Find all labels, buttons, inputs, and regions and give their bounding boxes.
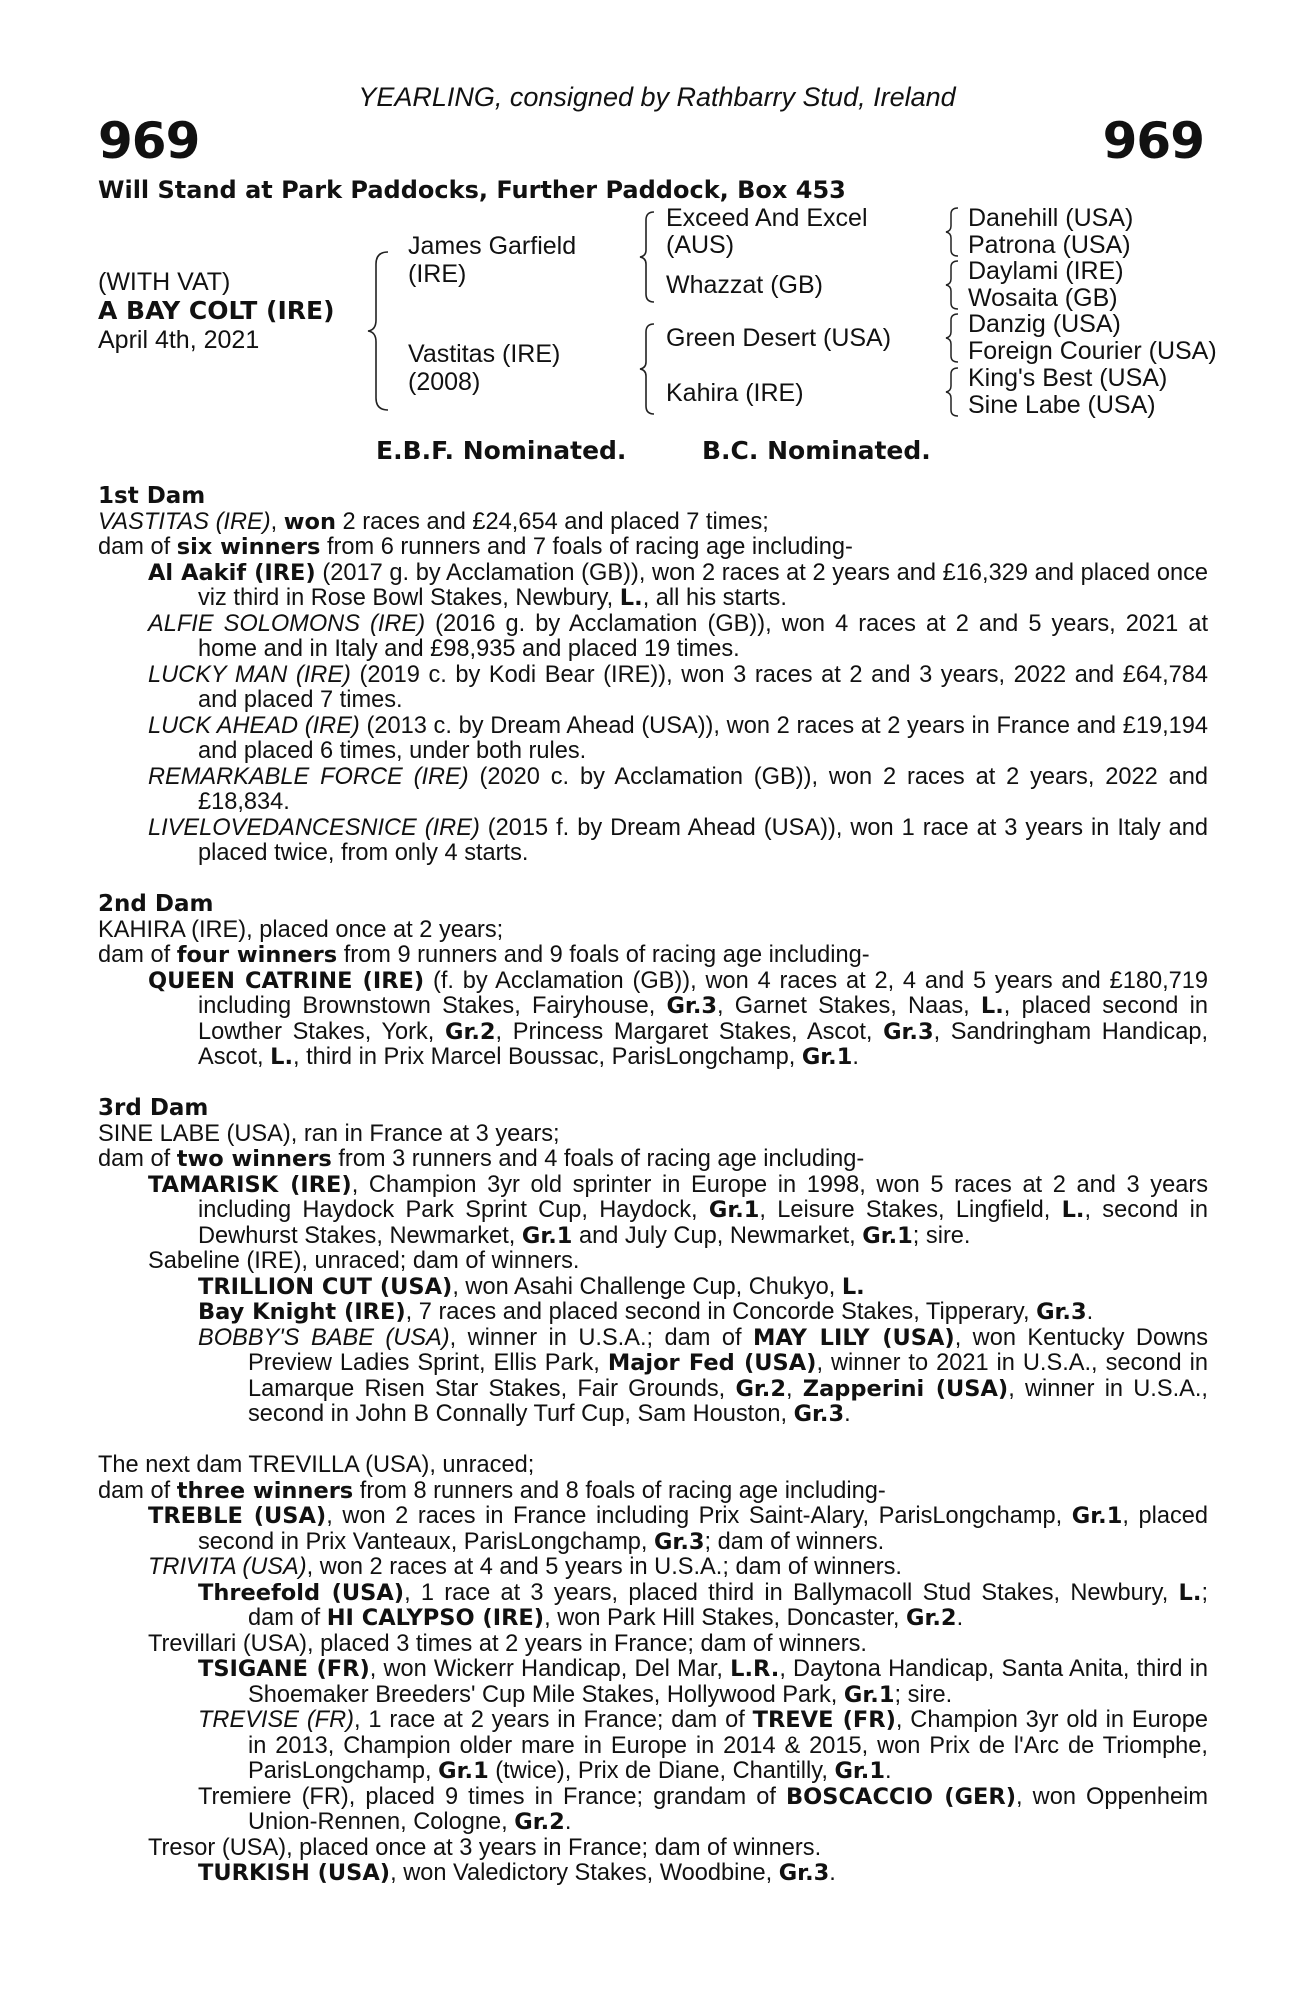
sire-sire: Exceed And Excel <box>666 204 868 232</box>
race-grade: Gr.1 <box>801 1044 853 1070</box>
grandproduce-entry <box>98 1785 1208 1836</box>
third-dam-produce <box>98 1147 1208 1173</box>
race-grade: L. <box>270 1044 294 1070</box>
text: ; sire. <box>894 1681 953 1708</box>
horse-name: LUCKY MAN (IRE) <box>148 661 351 688</box>
pedigree-brace-g1 <box>944 206 962 258</box>
ggp-7: King's Best (USA) <box>968 364 1168 392</box>
next-dam-section <box>98 1453 1208 1887</box>
horse-name: Zapperini (USA) <box>802 1375 1009 1402</box>
winners-count: three winners <box>176 1477 354 1504</box>
produce-entry <box>98 561 1208 612</box>
grandproduce-entry <box>98 1581 1208 1632</box>
grandproduce-entry <box>98 1657 1208 1708</box>
third-dam-section <box>98 1096 1208 1428</box>
text: , Princess Margaret Stakes, Ascot, <box>495 1018 884 1045</box>
pedigree-brace-sire <box>638 210 660 304</box>
race-grade: L. <box>841 1273 865 1300</box>
text: , Sandringham Handicap, Ascot, <box>198 1018 1209 1070</box>
sire-dam: Whazzat (GB) <box>666 271 823 299</box>
text: and July Cup, Newmarket, <box>572 1222 863 1249</box>
second-dam-heading: 2nd Dam <box>98 891 214 917</box>
horse-name: BOBBY'S BABE (USA) <box>198 1324 450 1351</box>
text: , 7 races and placed second in Concorde Stakes, Tipperary, <box>405 1299 1037 1325</box>
text: (2015 f. by Dream Ahead (USA)), won 1 race at 3 years in Italy and placed twice, from only 4 starts. <box>198 814 1208 866</box>
text: , won Valedictory Stakes, Woodbine, <box>390 1860 779 1886</box>
race-grade: Gr.1 <box>1071 1503 1123 1529</box>
race-grade: Gr.1 <box>834 1758 886 1784</box>
text: , Champion 3yr old in Europe in 2013, Champion older mare in Europe in 2014 & 2015, won Prix de l'Arc de Triomphe, ParisLongchamp, <box>248 1707 1208 1784</box>
text: , won Wickerr Handicap, Del Mar, <box>369 1656 731 1682</box>
first-dam-intro <box>98 510 1208 536</box>
ggp-5: Danzig (USA) <box>968 310 1121 338</box>
text: dam of <box>98 1477 177 1504</box>
ebf-nomination: E.B.F. Nominated. <box>376 436 627 465</box>
dam-dam: Kahira (IRE) <box>666 379 804 407</box>
produce-entry <box>98 1504 1208 1555</box>
text: (2016 g. by Acclamation (GB)), won 4 races at 2 and 5 years, 2021 at home and in Italy and £98,935 and placed 19 times. <box>198 610 1209 662</box>
pedigree-brace-1 <box>366 250 396 412</box>
horse-name: TRIVITA (USA) <box>148 1554 307 1580</box>
horse-name: BOSCACCIO (GER) <box>786 1783 1017 1810</box>
horse-name: Major Fed (USA) <box>607 1350 817 1376</box>
text: 2 races and £24,654 and placed 7 times; <box>336 508 769 535</box>
grandproduce-entry <box>98 1326 1208 1428</box>
text: , placed second in Prix Vanteaux, ParisLongchamp, <box>198 1503 1208 1555</box>
text: . <box>1086 1299 1094 1325</box>
race-grade: Gr.2 <box>735 1375 786 1402</box>
text: from 3 runners and 4 foals of racing age including- <box>331 1146 865 1172</box>
text: , winner in U.S.A.; dam of <box>449 1324 753 1351</box>
race-grade: Gr.2 <box>514 1809 565 1835</box>
text: , all his starts. <box>642 585 787 611</box>
text: from 9 runners and 9 foals of racing age including- <box>337 942 870 968</box>
text: (2019 c. by Kodi Bear (IRE)), won 3 races at 2 and 3 years, 2022 and £64,784 and placed 7 times. <box>198 661 1208 713</box>
second-dam-intro: KAHIRA (IRE), placed once at 2 years; <box>98 916 504 943</box>
text: . <box>829 1860 836 1886</box>
horse-name: TREBLE (USA) <box>148 1503 327 1529</box>
first-dam-heading: 1st Dam <box>98 483 206 509</box>
horse-name: TURKISH (USA) <box>198 1860 391 1886</box>
text: , winner in U.S.A., second in John B Connally Turf Cup, Sam Houston, <box>248 1375 1208 1427</box>
horse-name: TSIGANE (FR) <box>198 1656 370 1682</box>
second-dam-produce <box>98 943 1208 969</box>
bc-nomination: B.C. Nominated. <box>702 436 931 465</box>
text: , won Oppenheim Union-Rennen, Cologne, <box>248 1783 1209 1835</box>
produce-entry: Sabeline (IRE), unraced; dam of winners. <box>148 1248 580 1274</box>
grandproduce-entry <box>98 1708 1208 1785</box>
text: , won Park Hill Stakes, Doncaster, <box>544 1605 906 1631</box>
text: . <box>564 1809 572 1835</box>
horse-name: ALFIE SOLOMONS (IRE) <box>148 610 426 637</box>
ggp-4: Wosaita (GB) <box>968 284 1118 312</box>
dam-name: Vastitas (IRE) <box>408 340 561 368</box>
sire-sire-country: (AUS) <box>666 231 735 259</box>
text: , placed second in Lowther Stakes, York, <box>198 993 1208 1045</box>
race-grade: Gr.3 <box>793 1401 845 1427</box>
text: , Garnet Stakes, Naas, <box>717 993 981 1019</box>
horse-name: Al Aakif (IRE) <box>148 559 316 586</box>
race-grade: L. <box>619 585 643 611</box>
text: , Champion 3yr old sprinter in Europe in 1998, won 5 races at 2 and 3 years including Haydock Park Sprint Cup, Haydock, <box>198 1171 1208 1223</box>
text: from 6 runners and 7 foals of racing age including- <box>320 534 853 560</box>
grandproduce-entry <box>98 1300 1208 1326</box>
sire-name: James Garfield <box>408 232 577 260</box>
text: ; sire. <box>912 1222 971 1249</box>
dam-sire: Green Desert (USA) <box>666 324 892 352</box>
produce-entry <box>98 1173 1208 1250</box>
text: (2020 c. by Acclamation (GB)), won 2 races at 2 years, 2022 and £18,834. <box>198 763 1208 815</box>
produce-entry <box>98 1555 1208 1581</box>
ggp-1: Danehill (USA) <box>968 204 1134 232</box>
third-dam-heading: 3rd Dam <box>98 1095 209 1121</box>
pedigree-brace-g2 <box>944 259 962 311</box>
text: (twice), Prix de Diane, Chantilly, <box>488 1758 835 1784</box>
horse-name: A BAY COLT (IRE) <box>98 296 335 325</box>
horse-name: MAY LILY (USA) <box>753 1324 955 1351</box>
text: (2017 g. by Acclamation (GB)), won 2 races at 2 years and £16,329 and placed once viz third in Rose Bowl Stakes, Newbury, <box>198 559 1208 611</box>
vat-note: (WITH VAT) <box>98 268 231 296</box>
horse-name: Threefold (USA) <box>198 1579 405 1606</box>
horse-name: QUEEN CATRINE (IRE) <box>148 967 425 994</box>
race-grade: Gr.3 <box>653 1528 705 1555</box>
produce-entry <box>98 714 1208 765</box>
race-grade: Gr.3 <box>778 1860 830 1886</box>
foaling-date: April 4th, 2021 <box>98 326 260 354</box>
horse-name: LIVELOVEDANCESNICE (IRE) <box>148 814 480 841</box>
first-dam-section <box>98 484 1208 867</box>
text: ; dam of <box>248 1579 1208 1631</box>
ggp-6: Foreign Courier (USA) <box>968 337 1217 365</box>
produce-entry <box>98 612 1208 663</box>
text: dam of <box>98 534 177 560</box>
text: Tremiere (FR), placed 9 times in France; grandam of <box>198 1783 787 1810</box>
won-emphasis: won <box>283 508 336 535</box>
text: , won Asahi Challenge Cup, Chukyo, <box>452 1273 842 1300</box>
pedigree-notes <box>98 484 1208 1887</box>
text: , 1 race at 2 years in France; dam of <box>353 1707 753 1733</box>
produce-entry <box>98 663 1208 714</box>
horse-name: TREVE (FR) <box>752 1707 896 1733</box>
race-grade: Gr.3 <box>666 993 718 1019</box>
horse-name: TAMARISK (IRE) <box>148 1171 352 1198</box>
winners-count: four winners <box>176 942 338 968</box>
race-grade: Gr.3 <box>883 1018 934 1045</box>
horse-name: REMARKABLE FORCE (IRE) <box>148 763 469 790</box>
pedigree-brace-dam <box>638 322 660 416</box>
text: . <box>885 1758 892 1784</box>
text: . <box>844 1401 851 1427</box>
third-dam-intro: SINE LABE (USA), ran in France at 3 years; <box>98 1120 560 1147</box>
text: , Daytona Handicap, Santa Anita, third in Shoemaker Breeders' Cup Mile Stakes, Hollywood Park, <box>248 1656 1209 1708</box>
stabling-location: Will Stand at Park Paddocks, Further Paddock, Box 453 <box>98 176 846 204</box>
winners-count: two winners <box>176 1146 332 1172</box>
race-grade: Gr.3 <box>1036 1299 1087 1325</box>
text: , Leisure Stakes, Lingfield, <box>759 1197 1062 1223</box>
horse-name: HI CALYPSO (IRE) <box>326 1605 545 1631</box>
horse-name: TREVISE (FR) <box>198 1707 354 1733</box>
text: , won 2 races in France including Prix Saint-Alary, ParisLongchamp, <box>326 1503 1072 1529</box>
text: , <box>786 1375 803 1402</box>
text: , 1 race at 3 years, placed third in Ballymacoll Stud Stakes, Newbury, <box>404 1579 1179 1606</box>
pedigree-brace-g3 <box>944 312 962 364</box>
grandproduce-entry <box>98 1275 1208 1301</box>
produce-entry <box>98 969 1208 1071</box>
horse-name: LUCK AHEAD (IRE) <box>148 712 360 739</box>
next-dam-intro: The next dam TREVILLA (USA), unraced; <box>98 1452 535 1478</box>
ggp-8: Sine Labe (USA) <box>968 391 1156 419</box>
race-grade: Gr.2 <box>444 1018 496 1045</box>
dam-year: (2008) <box>408 368 481 396</box>
race-grade: Gr.1 <box>708 1197 760 1223</box>
text: dam of <box>98 1146 177 1172</box>
text: , winner to 2021 in U.S.A., second in Lamarque Risen Star Stakes, Fair Grounds, <box>248 1350 1208 1402</box>
race-grade: Gr.2 <box>906 1605 957 1631</box>
grandproduce-entry <box>98 1861 1208 1887</box>
lot-number-right: 969 <box>1102 112 1204 170</box>
produce-entry: Trevillari (USA), placed 3 times at 2 years in France; dam of winners. <box>148 1630 867 1657</box>
first-dam-produce <box>98 535 1208 561</box>
text: , won 2 races at 4 and 5 years in U.S.A.; dam of winners. <box>306 1554 902 1580</box>
horse-name: TRILLION CUT (USA) <box>198 1273 453 1300</box>
text: , <box>270 508 284 535</box>
ggp-2: Patrona (USA) <box>968 231 1131 259</box>
race-grade: Gr.1 <box>862 1222 913 1249</box>
text: , third in Prix Marcel Boussac, ParisLongchamp, <box>293 1044 802 1070</box>
pedigree-brace-g4 <box>944 366 962 418</box>
race-grade: Gr.1 <box>521 1222 573 1249</box>
second-dam-section <box>98 892 1208 1071</box>
text: , second in Dewhurst Stakes, Newmarket, <box>198 1197 1208 1249</box>
produce-entry: Tresor (USA), placed once at 3 years in France; dam of winners. <box>148 1834 822 1861</box>
text: ; dam of winners. <box>704 1528 885 1555</box>
ggp-3: Daylami (IRE) <box>968 257 1124 285</box>
text: . <box>852 1044 859 1070</box>
race-grade: L. <box>1178 1579 1202 1606</box>
text: (f. by Acclamation (GB)), won 4 races at 2, 4 and 5 years and £180,719 including Brownstown Stakes, Fairyhouse, <box>198 967 1208 1019</box>
next-dam-produce <box>98 1479 1208 1505</box>
race-grade: Gr.1 <box>438 1758 489 1784</box>
text: . <box>956 1605 964 1631</box>
race-grade: L. <box>980 993 1004 1019</box>
race-grade: L. <box>1061 1197 1085 1223</box>
consignment-line: YEARLING, consigned by Rathbarry Stud, Ireland <box>358 82 956 112</box>
text: (2013 c. by Dream Ahead (USA)), won 2 races at 2 years in France and £19,194 and placed 6 times, under both rules. <box>198 712 1208 764</box>
horse-name: Bay Knight (IRE) <box>198 1299 406 1325</box>
sire-country: (IRE) <box>408 260 467 288</box>
text: dam of <box>98 942 177 968</box>
produce-entry <box>98 816 1208 867</box>
lot-number-left: 969 <box>98 112 200 170</box>
produce-entry <box>98 765 1208 816</box>
text: , won Kentucky Downs Preview Ladies Sprint, Ellis Park, <box>248 1324 1209 1376</box>
text: from 8 runners and 8 foals of racing age including- <box>353 1477 886 1504</box>
race-grade: Gr.1 <box>843 1681 895 1708</box>
winners-count: six winners <box>176 534 321 560</box>
dam-name: VASTITAS (IRE) <box>98 508 271 535</box>
race-grade: L.R. <box>730 1656 780 1682</box>
